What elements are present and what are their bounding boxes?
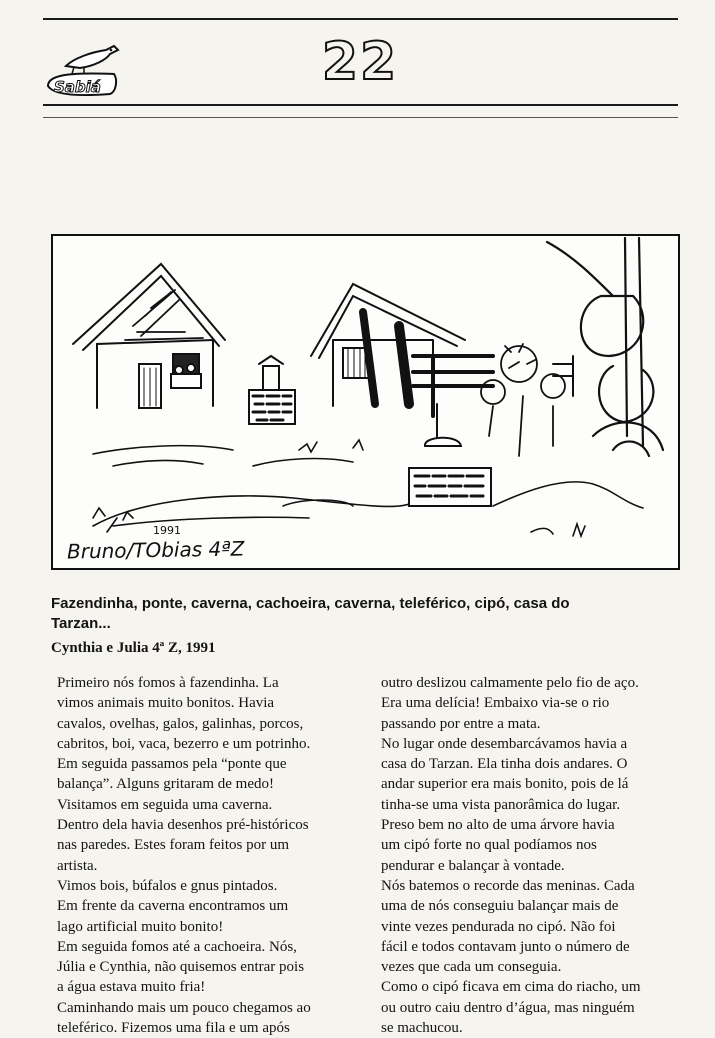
- text-line: Nós batemos o recorde das meninas. Cada: [381, 877, 635, 894]
- text-line: ou outro caiu dentro d’água, mas ninguém: [381, 999, 635, 1016]
- article-byline: Cynthia e Julia 4ª Z, 1991: [51, 640, 216, 656]
- text-line: pendurar e balançar à vontade.: [381, 857, 565, 874]
- text-line: tinha-se uma vista panorâmica do lugar.: [381, 796, 621, 813]
- text-line: vinte vezes pendurada no cipó. Não foi: [381, 918, 616, 935]
- text-line: outro deslizou calmamente pelo fio de aço.: [381, 675, 639, 691]
- ground-drawing: [93, 440, 643, 536]
- header-bottom-rule: [43, 104, 678, 106]
- text-line: Visitamos em seguida uma caverna.: [57, 796, 273, 813]
- sabia-logo: [44, 40, 126, 100]
- text-line: Vimos bois, búfalos e gnus pintados.: [57, 877, 278, 894]
- text-line: Primeiro nós fomos à fazendinha. La: [57, 675, 279, 691]
- text-line: artista.: [57, 857, 98, 874]
- well-drawing: [249, 356, 295, 424]
- text-line: Em seguida passamos pela “ponte que: [57, 756, 287, 773]
- text-line: Preso bem no alto de uma árvore havia: [381, 817, 615, 834]
- text-line: Caminhando mais um pouco chegamos ao: [57, 999, 311, 1016]
- text-line: lago artificial muito bonito!: [57, 918, 224, 935]
- text-line: a água estava muito fria!: [57, 979, 206, 996]
- text-line: cavalos, ovelhas, galos, galinhas, porcos,: [57, 715, 304, 732]
- text-line: Dentro dela havia desenhos pré-históricos: [57, 817, 309, 834]
- text-line: casa do Tarzan. Ela tinha dois andares. O: [381, 756, 628, 773]
- wall-drawing: [409, 404, 491, 506]
- text-line: cabritos, boi, vaca, bezerro e um potrinho.: [57, 735, 311, 752]
- article-title: [51, 594, 691, 634]
- fence-drawing: [553, 356, 573, 396]
- text-line: vezes que cada um conseguia.: [381, 959, 562, 976]
- text-line: balança”. Alguns gritaram de medo!: [57, 776, 275, 793]
- text-line: No lugar onde desembarcávamos havia a: [381, 735, 628, 752]
- title-line-1: Fazendinha, ponte, caverna, cachoeira, caverna, teleférico, cipó, casa do: [51, 595, 570, 612]
- article-left-column: [57, 673, 377, 1038]
- page-number: 22: [321, 32, 399, 92]
- text-line: vimos animais muito bonitos. Havia: [57, 695, 275, 712]
- text-line: uma de nós conseguiu balançar mais de: [381, 898, 619, 915]
- text-line: Como o cipó ficava em cima do riacho, um: [381, 979, 641, 996]
- text-line: Em seguida fomos até a cachoeira. Nós,: [57, 938, 297, 955]
- article-right-column: [381, 673, 681, 1038]
- logo-wordmark: Sabiá: [54, 78, 101, 96]
- children-drawing: [51, 234, 680, 570]
- header-top-rule: [43, 18, 678, 20]
- text-line: se machucou.: [381, 1020, 463, 1037]
- text-line: teleférico. Fizemos uma fila e um após: [57, 1020, 290, 1037]
- left-house-drawing: [73, 264, 225, 408]
- artist-signature: Bruno/TObias 4ªZ: [66, 536, 245, 564]
- text-line: Era uma delícia! Embaixo via-se o rio: [381, 695, 610, 712]
- text-line: um cipó forte no qual podíamos nos: [381, 837, 597, 854]
- right-house-drawing: [311, 284, 493, 416]
- text-line: Em frente da caverna encontramos um: [57, 898, 289, 915]
- text-line: andar superior era mais bonito, pois de lá: [381, 776, 629, 793]
- text-line: nas paredes. Estes foram feitos por um: [57, 837, 290, 854]
- drawing-year-note: 1991: [153, 524, 181, 537]
- text-line: fácil e todos contavam junto o número de: [381, 938, 630, 955]
- title-line-2: Tarzan...: [51, 615, 111, 632]
- text-line: passando por entre a mata.: [381, 715, 541, 732]
- header-thin-rule: [43, 117, 678, 118]
- small-trees-drawing: [481, 344, 565, 456]
- text-line: Júlia e Cynthia, não quisemos entrar pois: [57, 959, 305, 976]
- big-tree-drawing: [547, 238, 663, 456]
